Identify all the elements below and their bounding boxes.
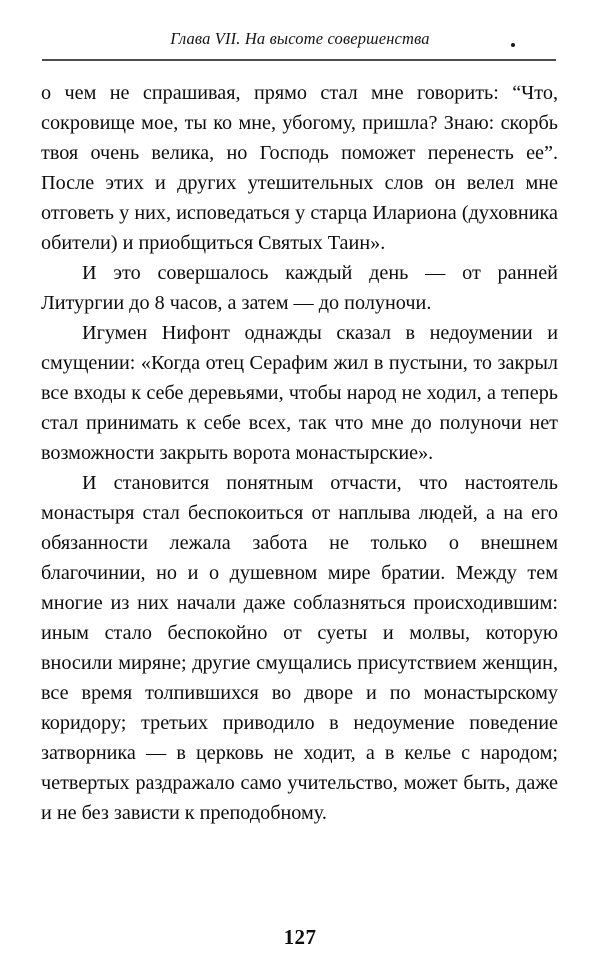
header-divider: [42, 59, 556, 61]
paragraph: И это совершалось каждый день — от ранней Литургии до 8 часов, а затем — до полуночи.: [41, 262, 558, 314]
chapter-title: Глава VII. На высоте совершенства: [170, 29, 430, 48]
running-header: [0, 0, 600, 62]
paragraph: И становится понятным отчасти, что настоятель монастыря стал беспокоиться от наплыва людей, а на его обязанности лежала забота не только о внешнем благочинии, но и о душевном мире братии. Между тем многие из них начали даже соблазняться происходившим: иным стало беспокойно от суеты и молвы, которую вносили миряне; другие смущались присутствием женщин, все время толпившихся во дворе и по монастырскому коридору; третьих приводило в недоумение поведение затворника — в церковь не ходит, а в келье с народом; четвертых раздражало само учительство, может быть, даже и не без зависти к преподобному.: [41, 472, 558, 824]
dot-ornament-icon: [511, 43, 515, 47]
paragraph: о чем не спрашивая, прямо стал мне говорить: “Что, сокровище мое, ты ко мне, убогому, пришла? Знаю: скорбь твоя очень велика, но Господь поможет перенесть ее”. После этих и других утешительных слов он велел мне отговеть у них, исповедаться у старца Илариона (духовника обители) и приобщиться Святых Таин».: [41, 82, 558, 254]
body-text-column: [41, 78, 558, 828]
page-number: 127: [283, 925, 317, 949]
paragraph: Игумен Нифонт однажды сказал в недоумении и смущении: «Когда отец Серафим жил в пустыни, то закрыл все входы к себе деревьями, чтобы народ не ходил, а теперь стал принимать к себе всех, так что мне до полуночи нет возможности закрыть ворота монастырские».: [41, 322, 558, 464]
